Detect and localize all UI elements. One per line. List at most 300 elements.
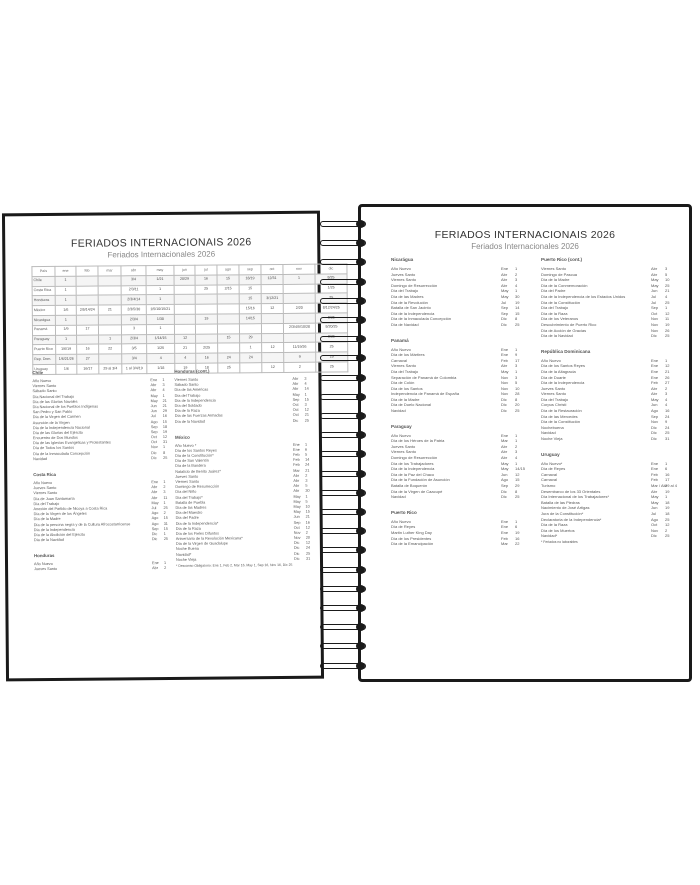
holiday-name: Día de la persona negra y de la Cultura Afrocostarricense xyxy=(33,521,131,527)
holiday-day: 1 xyxy=(515,460,518,466)
date-cell xyxy=(174,285,195,295)
holiday-month: Nov xyxy=(501,374,509,380)
holiday-name: Día del Padre xyxy=(175,516,199,521)
holiday-month: Dic xyxy=(501,316,507,322)
holiday-name: Día de las Fuerzas Armadas xyxy=(174,413,223,419)
holiday-name: Viernes Santo xyxy=(175,479,200,484)
holiday-name: Jueves Santo xyxy=(33,486,57,491)
date-cell xyxy=(261,284,283,294)
holiday-name: Día de las Glorias del Ejército xyxy=(32,430,83,436)
holiday-month: Oct xyxy=(293,525,300,530)
holiday-day: 8 xyxy=(515,396,518,402)
date-cell xyxy=(174,324,195,334)
holiday-month: Dic xyxy=(651,436,657,442)
table-header: mar xyxy=(98,266,121,276)
holiday-name: Día de la Virgen de Caacupé xyxy=(391,488,443,494)
holiday-month: Oct xyxy=(651,522,658,528)
holiday-month: Jun xyxy=(651,288,658,294)
holiday-column-left xyxy=(32,369,172,573)
holiday-month: Sep xyxy=(501,310,509,316)
date-cell xyxy=(174,295,195,305)
date-cell: 2/5/14/24 xyxy=(76,305,98,315)
spiral-ring-icon xyxy=(314,448,370,460)
holiday-name: Declaratoria de la Independencia* xyxy=(541,516,602,522)
holiday-day: 21 xyxy=(665,368,670,374)
holiday-day: 1 xyxy=(162,393,165,398)
spiral-ring-icon xyxy=(314,468,370,480)
holiday-day: 4 xyxy=(665,293,668,299)
holiday-month: Abr xyxy=(292,376,299,381)
holiday-month: Ene xyxy=(651,460,659,466)
date-cell: 1 xyxy=(55,286,76,296)
page-subtitle: Feriados Internacionales 2026 xyxy=(107,249,216,260)
holiday-day: 1 xyxy=(164,561,167,566)
holiday-month: May xyxy=(293,509,301,514)
holiday-day: 25 xyxy=(515,408,520,414)
holiday-name: Día del Trabajo xyxy=(174,393,201,398)
holiday-day: 1 xyxy=(515,266,518,271)
date-cell: 1/30 xyxy=(146,314,174,324)
country-cell: Honduras xyxy=(32,296,55,306)
date-cell xyxy=(98,295,121,305)
page-title: FERIADOS INTERNACIONAIS 2026 xyxy=(70,236,252,250)
holiday-month: May xyxy=(150,393,158,398)
holiday-name: Día de la Raza xyxy=(174,408,200,414)
spiral-ring-icon xyxy=(314,352,370,364)
holiday-day: 1 xyxy=(304,392,307,397)
holiday-day: 3 xyxy=(665,266,668,271)
holiday-day: 2 xyxy=(665,527,668,533)
holiday-month: May xyxy=(651,494,659,500)
country-heading: Costa Rica xyxy=(33,471,56,478)
holiday-name: Día de la Navidad xyxy=(174,419,205,424)
holiday-day: 1 xyxy=(665,460,668,466)
holiday-day: 1 xyxy=(665,305,668,311)
holiday-month: May xyxy=(293,494,301,499)
holiday-name: Día de la Fundación de Asunción xyxy=(391,477,450,483)
holiday-name: Sábado Santo xyxy=(32,389,57,394)
holiday-calendar-table xyxy=(31,263,348,375)
holiday-month: Oct xyxy=(292,407,299,412)
date-cell: 1 xyxy=(55,296,76,306)
date-cell xyxy=(217,324,239,334)
holiday-day: 1 xyxy=(515,432,518,438)
date-cell: 2/25 xyxy=(196,343,218,353)
holiday-name: Día del Maestro xyxy=(175,510,203,516)
holiday-name: Día del Trabajo xyxy=(391,368,419,374)
country-heading: Nicarágua xyxy=(391,257,414,262)
holiday-name: Año Nuevo xyxy=(391,518,411,524)
holiday-day: 1 xyxy=(305,494,308,499)
holiday-day: 25 xyxy=(665,299,670,305)
date-cell: 15 xyxy=(239,294,261,304)
country-heading: Panamá xyxy=(391,337,409,343)
holiday-name: Día de los Santos Reyes xyxy=(541,363,586,369)
page-title: FERIADOS INTERNACIONAIS 2026 xyxy=(434,229,616,241)
holiday-day: 6 xyxy=(305,447,308,452)
holiday-day: 4 xyxy=(665,402,668,408)
holiday-name: Jueves Santo xyxy=(541,385,566,391)
holiday-month: Dic xyxy=(151,531,158,536)
holiday-month: Ene xyxy=(292,442,300,447)
holiday-name: Día Nacional del Trabajo xyxy=(32,394,75,399)
holiday-day: 3 xyxy=(162,383,165,388)
date-cell xyxy=(174,314,195,324)
holiday-day: 12 xyxy=(665,522,670,528)
holiday-month: May xyxy=(150,398,158,403)
holiday-name: Día de la Inmaculada Concepción xyxy=(391,316,452,322)
holiday-name: Día de los Mártires xyxy=(391,352,425,358)
holiday-month: Abr xyxy=(501,443,508,449)
holiday-day: 25 xyxy=(163,505,168,510)
holiday-name: Jueves Santo xyxy=(391,443,416,449)
spiral-ring-icon xyxy=(314,564,370,576)
date-cell: 15 xyxy=(217,275,239,285)
holiday-month: Jun xyxy=(150,403,157,409)
holiday-name: Desembarco de los 33 Orientales xyxy=(541,488,601,494)
holiday-name: Día de la Abolición del Ejército xyxy=(33,532,86,538)
date-cell: 2/3/4 xyxy=(122,334,147,344)
date-cell: 8/12/24/25 xyxy=(315,303,347,313)
table-header: sep xyxy=(239,265,261,275)
holiday-month: Ene xyxy=(651,357,659,363)
holiday-day: 12 xyxy=(515,471,520,477)
holiday-month: Abr xyxy=(293,473,300,478)
country-heading: Honduras xyxy=(33,553,55,559)
date-cell: 15/16 xyxy=(239,304,261,314)
holiday-month: Abr xyxy=(151,495,158,500)
holiday-month: Sep xyxy=(151,526,159,531)
date-cell: 15 xyxy=(218,333,240,343)
date-cell: 25 xyxy=(218,363,240,373)
holiday-month: Jul xyxy=(651,510,657,516)
holiday-month: Dic xyxy=(151,455,157,460)
holiday-name: Navidad xyxy=(391,494,406,500)
holiday-month: Oct xyxy=(651,310,658,316)
holiday-month: Abr xyxy=(150,388,157,393)
holiday-month: Abr xyxy=(651,385,658,391)
holiday-month: Sep xyxy=(150,429,158,434)
date-cell xyxy=(218,343,240,353)
date-cell: 8/20/25 xyxy=(315,323,347,333)
table-header: feb xyxy=(76,266,98,276)
holiday-month: Sep xyxy=(651,305,659,311)
holiday-name: Domingo de Resurrección xyxy=(175,484,220,490)
holiday-name: Navidad* xyxy=(541,533,558,539)
date-cell: 8/25 xyxy=(315,274,347,284)
table-header: País xyxy=(32,266,55,276)
date-cell: 8/25 xyxy=(316,332,348,342)
holiday-day: 2 xyxy=(163,485,166,490)
holiday-day: 9 xyxy=(665,419,668,425)
holiday-month: Oct xyxy=(292,413,299,418)
spiral-ring-icon xyxy=(314,544,370,556)
holiday-day: 31 xyxy=(163,521,168,526)
holiday-month: May xyxy=(651,282,659,288)
holiday-name: Encuentro de Dos Mundos xyxy=(32,435,78,441)
holiday-name: Año Nuevo xyxy=(541,357,561,363)
holiday-month: Nov xyxy=(501,385,509,391)
date-cell xyxy=(283,294,315,304)
holiday-row xyxy=(541,333,673,339)
holiday-month: Abr xyxy=(651,266,658,271)
spiral-ring-icon xyxy=(314,525,370,537)
country-heading: Paraguay xyxy=(391,423,412,429)
holiday-row xyxy=(34,566,172,572)
holiday-name: Día del Trabajo xyxy=(33,501,60,506)
holiday-month: Ene xyxy=(651,466,659,472)
date-cell: 1 xyxy=(146,285,174,295)
holiday-day: 3 xyxy=(304,402,307,407)
holiday-day: 3 xyxy=(515,277,518,283)
holiday-month: Nov xyxy=(293,535,301,540)
date-cell: 20/29 xyxy=(174,275,195,285)
holiday-day: 17 xyxy=(515,357,520,363)
holiday-day: 10 xyxy=(665,277,670,283)
date-cell xyxy=(196,334,218,344)
holiday-name: Día de la Inmaculada Concepción xyxy=(33,451,91,456)
date-cell xyxy=(98,315,121,325)
holiday-name: Día de la Navidad xyxy=(541,333,573,339)
country-heading: Puerto Rico xyxy=(391,509,417,515)
holiday-day: 3 xyxy=(305,478,308,483)
holiday-month: Dic xyxy=(293,551,300,556)
holiday-day: 1 xyxy=(304,442,308,447)
holiday-day: 19 xyxy=(162,429,168,434)
holiday-name: Día de la Constitución xyxy=(541,419,581,425)
holiday-day: 14 xyxy=(305,457,310,463)
holiday-month: Dic xyxy=(651,424,657,430)
holiday-name: Día de Colón xyxy=(391,380,415,386)
holiday-month: Ago xyxy=(151,511,159,516)
date-cell: 14/15 xyxy=(239,314,261,324)
holiday-day: 24 xyxy=(665,413,670,419)
holiday-day: 1 xyxy=(665,494,668,500)
country-cell: Nicarágua xyxy=(32,315,55,325)
spiral-ring-icon xyxy=(314,372,370,384)
holiday-day: 19 xyxy=(665,505,670,511)
date-cell: 12 xyxy=(262,362,284,372)
holiday-day: 12 xyxy=(665,363,670,369)
date-cell: 3/4 xyxy=(121,275,146,285)
holiday-name: Viernes Santo xyxy=(33,491,58,496)
holiday-day: 1 xyxy=(515,288,518,294)
holiday-day: 16 xyxy=(305,520,310,525)
date-cell: 1/18 xyxy=(147,363,175,373)
holiday-name: Noche Buena xyxy=(175,547,199,552)
holiday-day: 21 xyxy=(304,413,309,418)
holiday-day: 26 xyxy=(665,374,670,380)
date-cell: 16 xyxy=(77,344,99,354)
holiday-month: May xyxy=(501,368,509,374)
holiday-day: 21 xyxy=(305,515,310,520)
holiday-name: Noche Vieja xyxy=(175,557,197,562)
holiday-day: 15 xyxy=(515,310,520,316)
holiday-day: 5 xyxy=(515,380,518,386)
holiday-day: 4 xyxy=(665,396,668,402)
holiday-month: Ene xyxy=(651,363,659,369)
date-cell: 3/4 xyxy=(122,354,147,364)
table-header: jun xyxy=(174,265,195,275)
country-cell: Uruguay xyxy=(33,364,56,374)
holiday-month: Sep xyxy=(150,424,158,429)
date-cell: 1 xyxy=(283,274,315,284)
table-header: abr xyxy=(121,266,146,276)
holiday-month: May xyxy=(501,466,509,472)
date-cell: 1/9 xyxy=(55,325,76,335)
date-cell xyxy=(76,286,98,296)
date-cell: 25 xyxy=(316,342,348,352)
holiday-day: 24 xyxy=(305,463,310,468)
date-cell: 4 xyxy=(147,354,175,364)
date-cell xyxy=(284,333,316,343)
holiday-month: Feb xyxy=(293,463,300,468)
date-cell: 2/15 xyxy=(217,284,239,294)
date-cell xyxy=(174,304,195,314)
holiday-row xyxy=(391,494,523,500)
holiday-month: Ago xyxy=(501,477,509,483)
holiday-name: Batalla de San Jacinto xyxy=(391,305,431,311)
holiday-name: Día de la Independencia* xyxy=(175,521,219,526)
holiday-day: 18 xyxy=(162,424,168,429)
holiday-name: Sábado Santo xyxy=(174,382,199,388)
holiday-month: May xyxy=(292,392,300,397)
country-heading: Puerto Rico (cont.) xyxy=(541,257,583,262)
country-cell: Panamá xyxy=(32,325,55,335)
holiday-name: Domingo de Pascua xyxy=(541,271,578,277)
holiday-month: Dic xyxy=(293,541,300,546)
holiday-day: 3 xyxy=(515,374,518,380)
date-cell xyxy=(217,304,239,314)
holiday-month: Abr xyxy=(501,271,508,277)
holiday-name: Día de la Virgen del Carmen xyxy=(32,415,81,420)
holiday-day: 1 xyxy=(515,346,518,352)
date-cell: 12 xyxy=(175,334,196,344)
holiday-name: Aniversario de la Revolución Mexicana* xyxy=(175,536,243,541)
holiday-month: Abr xyxy=(501,363,508,369)
date-cell: 12 xyxy=(261,304,283,314)
date-cell xyxy=(76,276,98,286)
holiday-month: Ene xyxy=(151,480,159,485)
holiday-day: 12 xyxy=(162,435,168,440)
holiday-month: Abr xyxy=(651,391,658,397)
country-heading: República Dominicana xyxy=(541,348,591,354)
date-cell: 1 xyxy=(146,324,174,334)
holiday-day: 15 xyxy=(515,477,520,483)
holiday-month: Dic xyxy=(651,333,657,339)
spiral-ring-icon xyxy=(314,333,370,345)
holiday-day: 25 xyxy=(515,494,520,500)
date-cell: 1 xyxy=(55,276,76,286)
holiday-month: Abr xyxy=(651,271,658,277)
holiday-name: Día de los Santos xyxy=(391,385,423,391)
holiday-name: Día de los Santos Reyes xyxy=(175,448,217,453)
holiday-month: Ene xyxy=(501,432,509,438)
date-cell: 1 al 3/4/19 xyxy=(122,364,147,374)
holiday-month: Dic xyxy=(292,418,299,423)
holiday-day: 30 xyxy=(305,489,310,494)
holiday-day: 30 xyxy=(515,293,520,299)
holiday-day: 4 xyxy=(515,282,518,288)
holiday-month: Ago xyxy=(651,516,659,522)
holiday-name: Anexión del Partido de Nicoya a Costa Rica xyxy=(33,506,108,512)
holiday-month: Sep xyxy=(501,483,509,488)
holiday-day: 29 al 4 xyxy=(665,483,678,488)
date-cell xyxy=(76,315,98,325)
holiday-day: 4 xyxy=(515,455,518,461)
holiday-day: 1 xyxy=(515,518,518,524)
holiday-day: 2 xyxy=(163,511,166,516)
date-cell: 19 xyxy=(195,314,217,324)
holiday-month: Jul xyxy=(150,414,156,419)
holiday-day: 11 xyxy=(163,495,168,500)
holiday-month: Dic xyxy=(501,408,507,414)
holiday-name: Independencia de Panamá de España xyxy=(391,391,460,397)
holiday-month: Oct xyxy=(292,402,299,407)
date-cell xyxy=(283,313,315,323)
table-header: ene xyxy=(55,266,76,276)
holiday-name: Navidad xyxy=(391,408,406,414)
left-planner-page xyxy=(2,211,340,682)
holiday-month: Ene xyxy=(152,561,159,566)
holiday-name: Jueves Santo xyxy=(175,474,199,479)
date-cell: 1 xyxy=(55,315,76,325)
date-cell: 9 xyxy=(284,352,316,362)
holiday-day: 8 xyxy=(515,316,518,322)
date-cell: 29 xyxy=(240,333,262,343)
holiday-day: 19 xyxy=(515,529,520,535)
holiday-name: Año Nuevo * xyxy=(174,443,197,448)
holiday-day: 21 xyxy=(665,288,670,294)
holiday-name: Nochebuena xyxy=(541,424,564,430)
holiday-day: 9 xyxy=(515,352,518,358)
holiday-month: May xyxy=(151,500,159,505)
country-cell: Costa Rica xyxy=(32,286,55,296)
holiday-name: Día de Duarte xyxy=(541,374,566,380)
date-cell xyxy=(76,295,98,305)
holiday-month: May xyxy=(651,396,659,402)
holiday-day: 16 xyxy=(665,471,670,477)
holiday-name: Turismo xyxy=(541,483,556,488)
date-cell: 4 xyxy=(175,353,196,363)
holiday-name: Carnaval xyxy=(391,357,408,363)
date-cell: 21 xyxy=(98,305,121,315)
holiday-month: Ago xyxy=(151,516,159,521)
country-heading: Uruguay xyxy=(541,451,560,457)
holiday-name: Carnaval xyxy=(541,477,558,483)
holiday-name: Noche Vieja xyxy=(541,436,563,442)
holiday-month: Ago xyxy=(150,419,158,424)
holiday-day: 5 xyxy=(305,452,308,457)
holiday-month: Ene xyxy=(501,352,509,358)
holiday-month: Ene xyxy=(501,518,509,524)
date-cell: 18/19 xyxy=(239,274,261,284)
holiday-name: Día de la Revolución xyxy=(391,299,428,305)
date-cell: 2/3/4 xyxy=(121,315,146,325)
holiday-name: Año Nuevo xyxy=(391,346,411,352)
holiday-day: 25 xyxy=(665,282,670,288)
holiday-day: 25 xyxy=(665,333,670,339)
holiday-month: Dic xyxy=(651,533,657,539)
holiday-day: 14 xyxy=(304,387,309,392)
holiday-month: Jun xyxy=(501,471,508,477)
holiday-day: 31 xyxy=(665,436,670,442)
holiday-day: 25 xyxy=(665,533,670,539)
holiday-name: Domingo de Resurrección xyxy=(391,282,438,288)
holiday-day: 16 xyxy=(515,535,520,541)
holiday-row xyxy=(541,436,673,442)
holiday-month: Feb xyxy=(501,357,508,363)
